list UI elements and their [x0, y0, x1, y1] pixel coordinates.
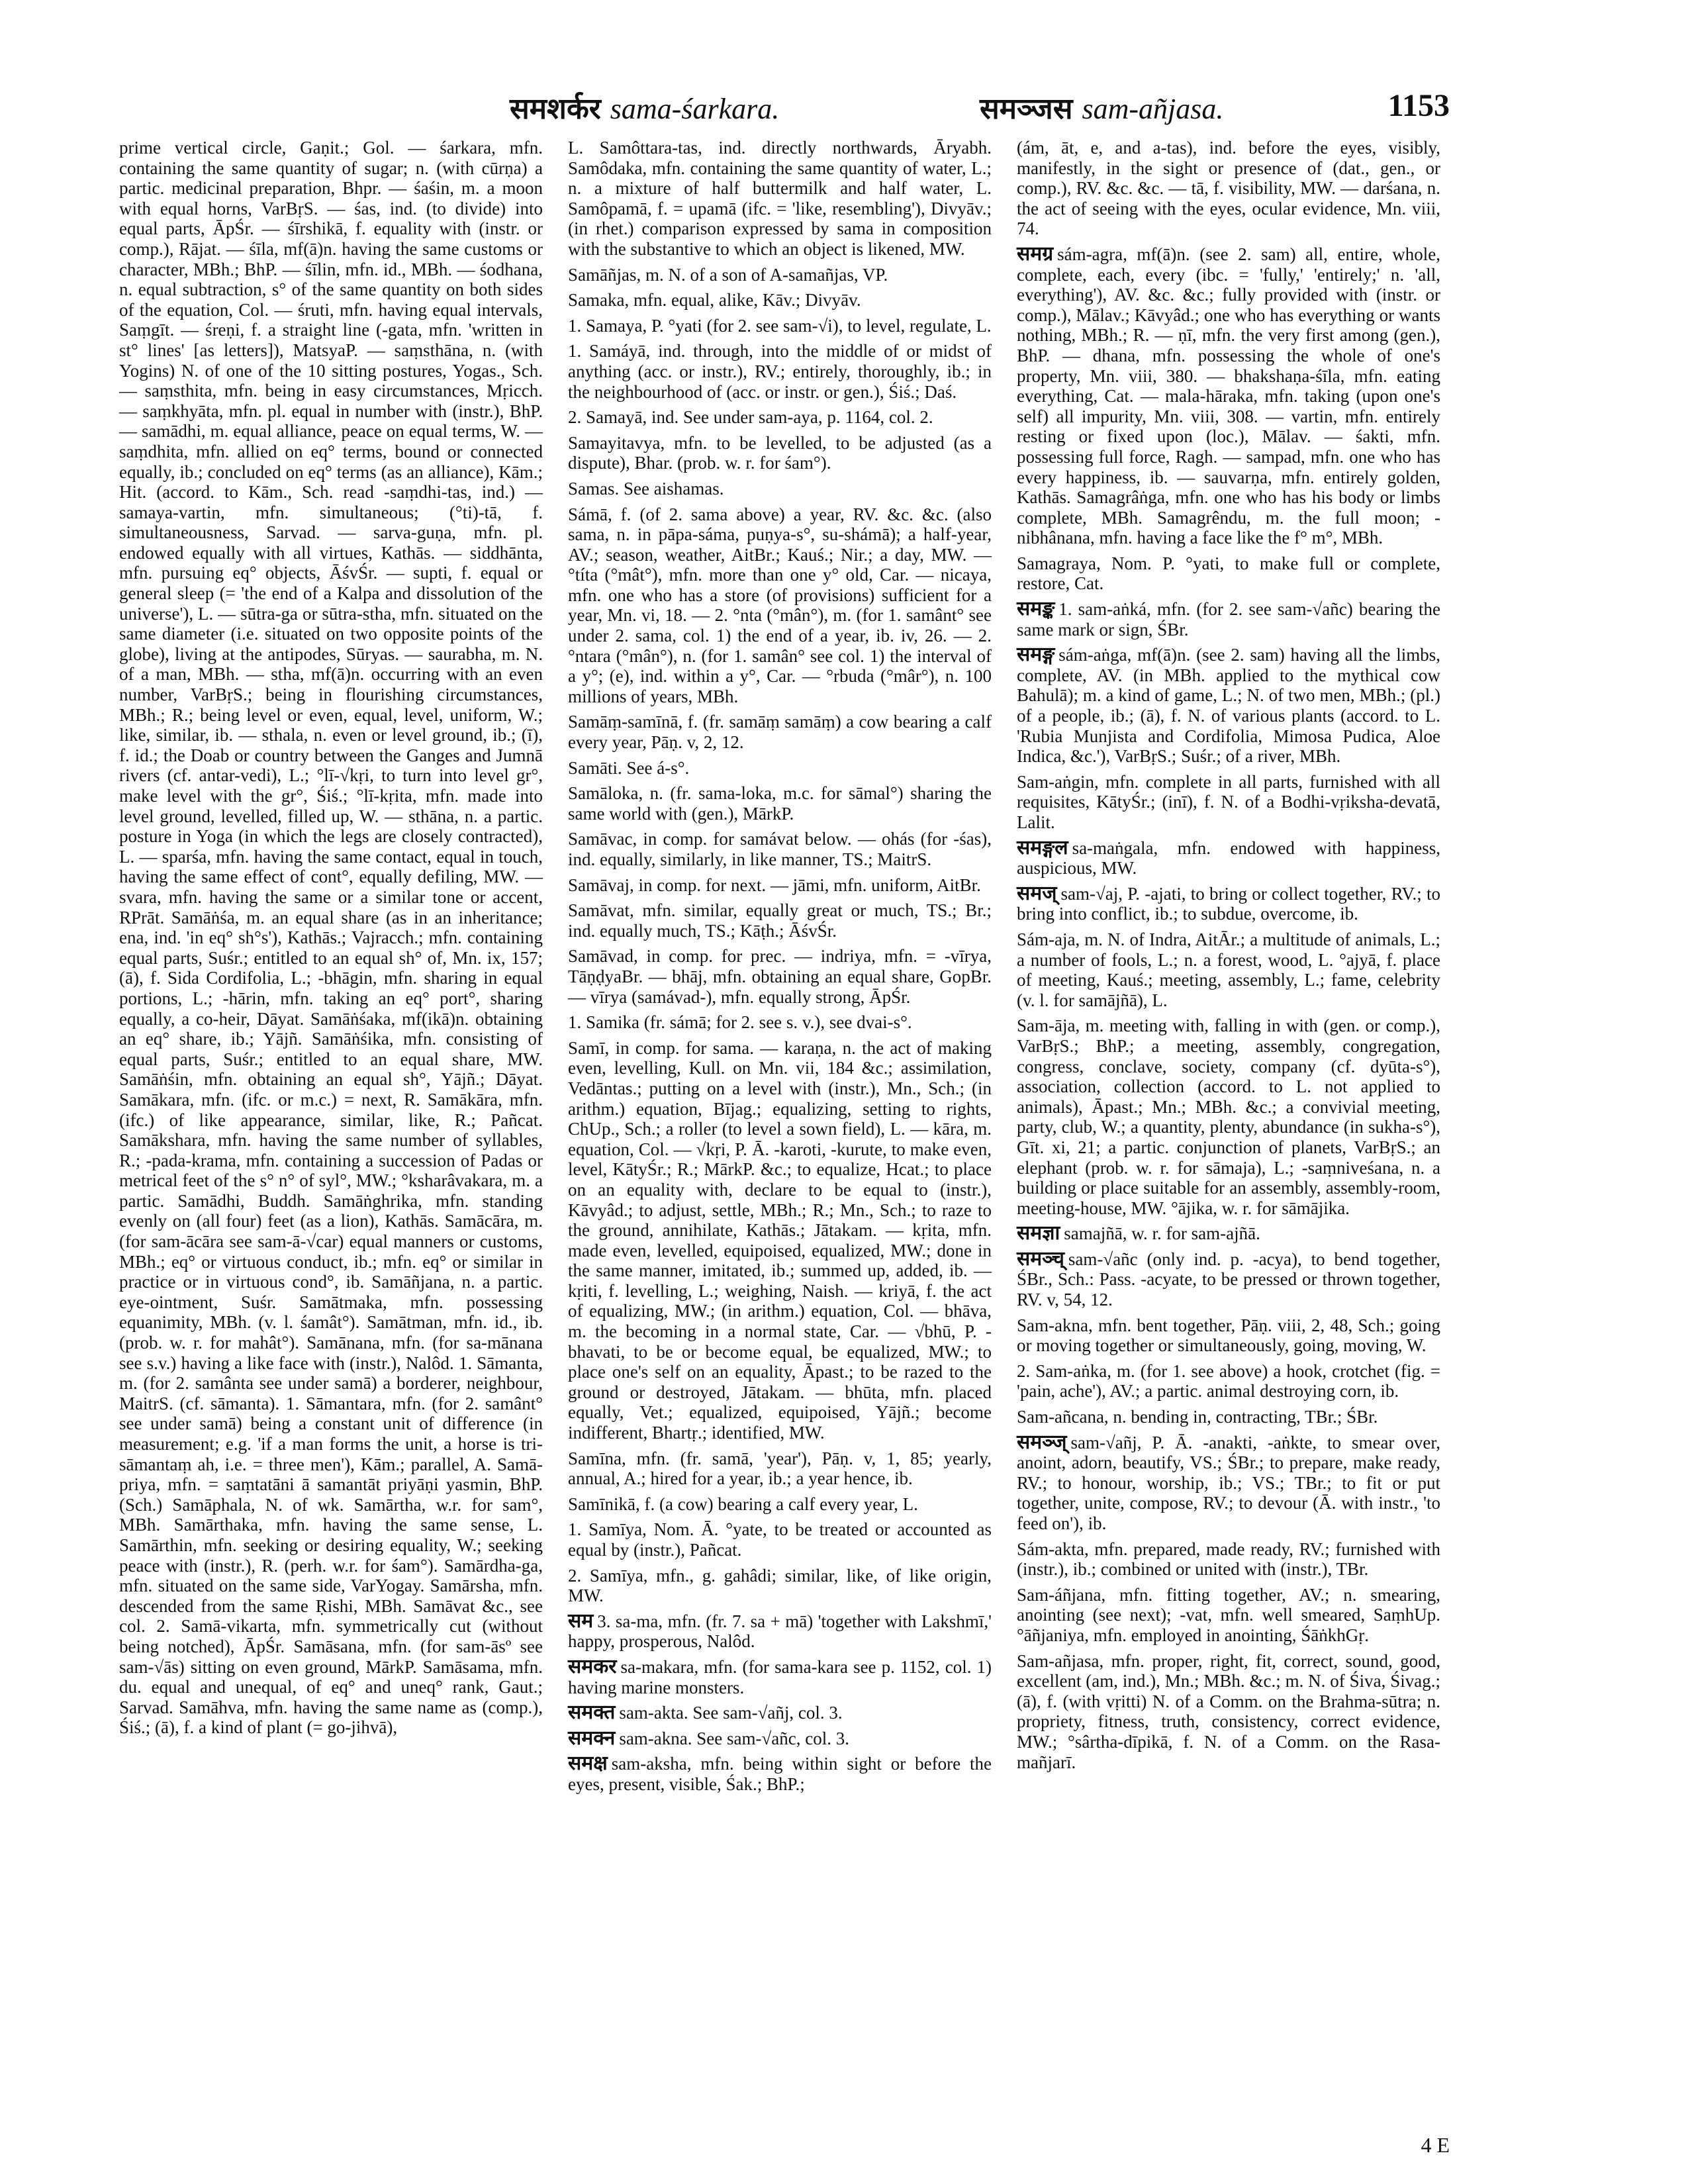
entry-devanagari-headword: समक्त: [568, 1701, 616, 1725]
dictionary-entry: [568, 290, 992, 310]
dictionary-entry: [568, 1038, 992, 1443]
entry-devanagari-headword: समक्ष: [568, 1752, 608, 1776]
dictionary-entry: [1017, 138, 1440, 239]
entry-devanagari-headword: समकर: [568, 1654, 617, 1678]
entry-text: Samāvac, in comp. for samávat below. — ohás (for -śas), ind. equally, similarly, in like manner, TS.; MaitrS.: [568, 829, 992, 869]
dictionary-entry: [1017, 1539, 1440, 1580]
dictionary-entry: [568, 479, 992, 499]
entry-text: Samīnikā, f. (a cow) bearing a calf every year, L.: [568, 1494, 918, 1514]
entry-text: 1. Samáyā, ind. through, into the middle of or midst of anything (acc. or instr.), RV.; entirely, thoroughly, ib.; in the neighbourhood of (acc. or instr. or gen.), Śiś.; Daś.: [568, 341, 992, 402]
entry-text: Sam-akna, mfn. bent together, Pāṇ. viii, 2, 48, Sch.; going or moving together or simultaneously, going, moving, W.: [1017, 1315, 1440, 1356]
dictionary-entry: [568, 946, 992, 1007]
dictionary-entry: [568, 712, 992, 752]
entry-devanagari-headword: समज्: [1017, 881, 1057, 905]
dictionary-entry: [568, 1654, 992, 1697]
dictionary-entry: [1017, 244, 1440, 548]
entry-devanagari-headword: सम: [568, 1609, 594, 1633]
entry-text: samajñā, w. r. for sam-ajñā.: [1064, 1223, 1260, 1244]
entry-text: prime vertical circle, Gaṇit.; Gol. — śarkara, mfn. containing the same quantity of sugar; n. (with cūrṇa) a partic. medicinal preparation, Bhpr. — śaśin, m. a moon with equal horns, VarBṛS. — śas, ind. (to divide) into equal parts, ĀpŚr. — śīrshikā, f. equality with (instr. or comp.), Rājat. — śīla, mf(ā)n. having the same customs or character, MBh.; BhP. — śīlin, mfn. id., MBh. — śodhana, n. equal subtraction, s° of the same quantity on both sides of the equation, Col. — śruti, mfn. having equal intervals, Saṃgīt. — śreṇi, f. a straight line (-gata, mfn. 'written in st° lines' [as letters]), MatsyaP. — saṃsthāna, n. (with Yogins) N. of one of the 10 sitting postures, Yogas., Sch. — saṃsthita, mfn. being in easy circumstances, Mṛicch. — saṃkhyāta, mfn. pl. equal in number with (instr.), BhP. — samādhi, m. equal alliance, peace on equal terms, W. — saṃdhita, mfn. allied on eq° terms, bound or connected equally, ib.; concluded on eq° terms (as an alliance), Kām.; Hit. (accord. to Kām., Sch. read -saṃdhi-tas, ind.) — samaya-vartin, mfn. simultaneous; (°ti)-tā, f. simultaneousness, Sarvad. — sarva-guṇa, mfn. pl. endowed equally with all virtues, Kathās. — siddhānta, mfn. pursuing eq° objects, ĀśvŚr. — supti, f. equal or general sleep (= 'the end of a Kalpa and dissolution of the universe'), L. — sūtra-ga or sūtra-stha, mfn. situated on the same diameter (i.e. situated on two opposite points of the globe), living at the antipodes, Sūryas. — saurabha, m. N. of a man, MBh. — stha, mf(ā)n. occurring with an even number, VarBṛS.; being in flourishing circumstances, MBh.; R.; being level or even, equal, level, uniform, W.; like, similar, ib. — sthala, n. even or level ground, ib.; (ī), f. id.; the Doab or country between the Ganges and Jumnā rivers (cf. antar-vedi), L.; °lī-√kṛi, to turn into level gr°, make level with the gr°, Śiś.; °lī-kṛita, mfn. made into level ground, levelled, filled up, W. — sthāna, n. a partic. posture in Yoga (in which the legs are closely contracted), L. — sparśa, mfn. having the same contact, equal in touch, having the same effect of cont°, equally defiling, MW. — svara, mfn. having the same or a similar tone or accent, RPrāt. Samāṅśa, m. an equal share (as in an inheritance; ena, ind. 'in eq° sh°s'), Kathās.; Vajracch.; mfn. containing equal parts, Suśr.; entitled to an equal sh° of, Mn. ix, 157; (ā), f. Sida Cordifolia, L.; -bhāgin, mfn. sharing in equal portions, L.; -hārin, mfn. taking an eq° port°, sharing equally, a co-heir, Dāyat. Samāṅśaka, mf(ikā)n. obtaining an eq° share, ib.; Yājñ. Samāṅśika, mfn. consisting of equal parts, Suśr.; entitled to an equal share, MW. Samāṅśin, mfn. obtaining an equal sh°, Yājñ.; Dāyat. Samākara, mfn. (ifc. or m.c.) = next, R. Samākāra, mfn. (ifc.) of like appearance, similar, like, R.; Pañcat. Samākshara, mfn. having the same number of syllables, R.; -pada-krama, mfn. containing a succession of Padas or metrical feet of the s° n° of syl°, MW.; °ksharâvakara, m. a partic. Samādhi, Buddh. Samāṅghrika, mfn. standing evenly on (all four) feet (as a lion), Kathās. Samācāra, m. (for sam-ācāra see sam-ā-√car) equal manners or customs, MBh.; eq° or virtuous conduct, ib.; mfn. eq° or similar in practice or in virtuous cond°, ib. Samāñjana, n. a partic. eye-ointment, Suśr. Samātmaka, mfn. possessing equanimity, MBh. (v. l. śamât°). Samātman, mfn. id., ib. (prob. w. r. for mahât°). Samānana, mfn. (for sa-mānana see s.v.) having a like face with (instr.), Nalôd. 1. Sāmanta, m. (for 2. samânta see under samā) a borderer, neighbour, MaitrS. (cf. sāmanta). 1. Sāmantara, mfn. (for 2. samânt° see under samā) being a constant unit of difference (in measurement; e.g. 'if a man forms the unit, a horse is tri-sāmantaṃ ah, i.e. = three men'), Kām.; parallel, A. Samā-priya, mfn. = saṃtatāni ā samantāt priyāṇi yasmin, BhP. (Sch.) Samāphala, N. of wk. Samārtha, w.r. for sam°, MBh. Samārthaka, mfn. having the same sense, L. Samārthin, mfn. seeking or desiring equality, W.; seeking peace with (instr.), R. (perh. w.r. for śam°). Samārdha-ga, mfn. situated on the same side, VarYogay. Samārsha, mfn. descended from the same Ṛishi, MBh. Samāvat &c., see col. 2. Samā-vikarta, mfn. symmetrically cut (without being notched), ĀpŚr. Samāsana, mfn. (for sam-āsº see sam-√ās) sitting on even ground, MārkP. Samāsama, mfn. du. equal and unequal, of eq° and uneq° rank, Gaut.; Sarvad. Samāhva, mfn. having the same name as (comp.), Śiś.; (ā), f. a kind of plant (= go-jihvā),: [119, 138, 543, 1738]
entry-text: sam-√aj, P. -ajati, to bring or collect together, RV.; to bring into conflict, ib.; to subdue, overcome, ib.: [1017, 883, 1440, 924]
dictionary-entry: [568, 875, 992, 896]
entry-text: sam-√añj, P. Ā. -anakti, -aṅkte, to smear over, anoint, adorn, beautify, VS.; ŚBr.; to prepare, make ready, RV.; to honour, worship, ib.; VS.; TBr.; to fit or put together, unite, compose, RV.; to devour (Ā. with instr., 'to feed on'), ib.: [1017, 1432, 1440, 1533]
entry-text: Sam-añjasa, mfn. proper, right, fit, correct, sound, good, excellent (am, ind.), Mn.; MBh. &c.; m. N. of Śiva, Śivag.; (ā), f. (with vṛitti) N. of a Comm. on the Brahma-sūtra; n. propriety, fitness, truth, consistency, correct evidence, MW.; °sârtha-dīpikā, f. N. of a Comm. on the Rasa-mañjarī.: [1017, 1650, 1440, 1772]
entry-text: 1. Samaya, P. °yati (for 2. see sam-√i), to level, regulate, L.: [568, 315, 992, 336]
entry-text: 2. Samīya, mfn., g. gahâdi; similar, like, of like origin, MW.: [568, 1565, 992, 1606]
entry-devanagari-headword: समञ्ज्: [1017, 1430, 1067, 1454]
entry-text: sam-akna. See sam-√añc, col. 3.: [619, 1728, 850, 1748]
entry-text: sám-agra, mf(ā)n. (see 2. sam) all, entire, whole, complete, each, every (ibc. = 'fully,' 'entirely;' n. 'all, everything'), AV. &c. &c.; fully provided with (instr. or comp.), Mālav.; Kāvyâd.; one who has everything or wants nothing, MBh.; R. — ṇī, mfn. the very first among (gen.), BhP. — dhana, mfn. possessing the whole of one's property, Mn. viii, 380. — bhakshaṇa-śīla, mfn. eating everything, Cat. — mala-hāraka, mfn. taking (upon one's self) all impurity, Mn. viii, 308. — vartin, mfn. entirely resting or fixed upon (loc.), Mālav. — śakti, mfn. possessing full force, Ragh. — sampad, mfn. one who has every happiness, ib. — sauvarṇa, mfn. entirely golden, Kathās. Samagrâṅga, mfn. one who has his body or limbs complete, MBh. Samagrêndu, m. the full moon; -nibhânana, mfn. having a face like the f° m°, MBh.: [1017, 244, 1440, 548]
entry-text: 2. Samayā, ind. See under sam-aya, p. 1164, col. 2.: [568, 407, 933, 428]
dictionary-entry: [568, 1448, 992, 1489]
dictionary-entry: [1017, 835, 1440, 878]
dictionary-entry: [568, 265, 992, 285]
entry-text: sam-aksha, mfn. being within sight or before the eyes, present, visible, Śak.; BhP.;: [568, 1754, 992, 1794]
entry-devanagari-headword: समङ्क: [1017, 597, 1055, 621]
entry-text: 3. sa-ma, mfn. (fr. 7. sa + mā) 'together with Lakshmī,' happy, prosperous, Nalôd.: [568, 1611, 992, 1652]
dictionary-entry: [1017, 772, 1440, 833]
dictionary-entry: [568, 783, 992, 824]
entry-text: Sam-áñjana, mfn. fitting together, AV.; n. smearing, anointing (see next); -vat, mfn. well smeared, SaṃhUp. °āñjaniya, mfn. employed in anointing, ŚāṅkhGṛ.: [1017, 1584, 1440, 1645]
dictionary-entry: [568, 1519, 992, 1560]
page-header: [119, 87, 1450, 130]
entry-text: Samāvad, in comp. for prec. — indriya, mfn. = -vīrya, TāṇḍyaBr. — bhāj, mfn. obtaining an equal share, GopBr. — vīrya (samávad-), mfn. equally strong, ĀpŚr.: [568, 946, 992, 1007]
entry-text: Sam-añcana, n. bending in, contracting, TBr.; ŚBr.: [1017, 1407, 1378, 1427]
dictionary-entry: [568, 1494, 992, 1515]
entry-text: Sám-akta, mfn. prepared, made ready, RV.; furnished with (instr.), ib.; combined or united with (instr.), TBr.: [1017, 1539, 1440, 1580]
header-center-transliteration: sam-añjasa.: [1082, 93, 1224, 125]
dictionary-entry: [568, 433, 992, 473]
dictionary-entry: [568, 758, 992, 779]
entry-text: Samāti. See á-s°.: [568, 757, 690, 778]
entry-text: Samīna, mfn. (fr. samā, 'year'), Pāṇ. v, 1, 85; yearly, annual, A.; hired for a year, ib.; a year hence, ib.: [568, 1448, 992, 1489]
dictionary-entry: [1017, 1585, 1440, 1646]
page-number: 1153: [1387, 88, 1450, 123]
dictionary-entry: [1017, 1249, 1440, 1310]
dictionary-entry: [568, 1566, 992, 1606]
dictionary-entry: [568, 138, 992, 260]
entry-text: Sam-aṅgin, mfn. complete in all parts, furnished with all requisites, KātyŚr.; (inī), f. N. of a Bodhi-vṛiksha-devatā, Lalit.: [1017, 771, 1440, 832]
entry-text: sa-maṅgala, mfn. endowed with happiness, auspicious, MW.: [1017, 837, 1440, 878]
signature-mark: 4 E: [1421, 2133, 1450, 2157]
dictionary-entry: [1017, 1430, 1440, 1534]
column-1: [119, 138, 543, 1743]
entry-text: Samāvaj, in comp. for next. — jāmi, mfn. uniform, AitBr.: [568, 875, 981, 895]
dictionary-entry: [568, 1703, 992, 1723]
entry-devanagari-headword: समङ्गल: [1017, 835, 1068, 859]
entry-text: Samaka, mfn. equal, alike, Kāv.; Divyāv.: [568, 290, 861, 310]
entry-text: Samāñjas, m. N. of a son of A-samañjas, VP.: [568, 264, 888, 285]
entry-devanagari-headword: समग्र: [1017, 242, 1054, 265]
entry-devanagari-headword: समङ्ग: [1017, 643, 1055, 667]
entry-text: Samāloka, n. (fr. sama-loka, m.c. for sāmal°) sharing the same world with (gen.), MārkP.: [568, 783, 992, 824]
header-left-devanagari: समशर्कर: [510, 92, 601, 126]
entry-text: 1. Samīya, Nom. Ā. °yate, to be treated or accounted as equal by (instr.), Pañcat.: [568, 1519, 992, 1560]
entry-text: 1. Samika (fr. sámā; for 2. see s. v.), see dvai-s°.: [568, 1012, 912, 1033]
dictionary-entry: [568, 316, 992, 336]
dictionary-entry: [568, 504, 992, 707]
entry-devanagari-headword: समक्न: [568, 1726, 616, 1750]
dictionary-entry: [568, 407, 992, 428]
entry-text: Samāvat, mfn. similar, equally great or much, TS.; Br.; ind. equally much, TS.; Kāṭh.; ĀśvŚr.: [568, 900, 992, 941]
entry-devanagari-headword: समञ्च्: [1017, 1247, 1064, 1270]
dictionary-entry: [1017, 1315, 1440, 1356]
dictionary-entry: [568, 829, 992, 869]
dictionary-entry: [1017, 929, 1440, 1010]
entry-text: 2. Sam-aṅka, m. (for 1. see above) a hook, crotchet (fig. = 'pain, ache'), AV.; a partic. animal destroying corn, ib.: [1017, 1360, 1440, 1401]
dictionary-entry: [1017, 645, 1440, 767]
column-2: [568, 138, 992, 1800]
header-left: [510, 87, 779, 127]
dictionary-entry: [1017, 1651, 1440, 1773]
entry-text: sa-makara, mfn. (for sama-kara see p. 1152, col. 1) having marine monsters.: [568, 1656, 992, 1697]
entry-text: Samī, in comp. for sama. — karaṇa, n. the act of making even, levelling, Kull. on Mn. vii, 184 &c.; assimilation, Vedāntas.; putting on a level with (instr.), Mn., Sch.; (in arithm.) equation, Bījag.; equalizing, setting to rights, ChUp., Sch.; a roller (to level a sown field), L. — kāra, m. equation, Col. — √kṛi, P. Ā. -karoti, -kurute, to make even, level, KātyŚr.; R.; MārkP. &c.; to equalize, Hcat.; to place on an equality with, declare to be equal to (instr.), Kāvyâd.; to adjust, settle, MBh.; R.; Mn., Sch.; to raze to the ground, annihilate, Kathās.; Jātakam. — kṛita, mfn. made even, levelled, equipoised, equalized, MW.; done in the same manner, imitated, ib.; summed up, added, ib. — kṛiti, f. levelling, L.; weighing, Naish. — kriyā, f. the act of equalizing, MW.; (in arithm.) equation, Col. — bhāva, m. the becoming in a normal state, Car. — √bhū, P. -bhavati, to be or become equal, be equalized, MW.; to place one's self on an equality, Āpast.; to be razed to the ground or destroyed, Jātakam. — bhūta, mfn. placed equally, Vet.; equalized, equipoised, Yājñ.; become indifferent, Bhartṛ.; identified, MW.: [568, 1037, 992, 1443]
dictionary-entry: [1017, 599, 1440, 640]
dictionary-entry: [568, 1012, 992, 1033]
dictionary-entry: [1017, 881, 1440, 924]
dictionary-entry: [568, 1726, 992, 1750]
dictionary-entry: [1017, 553, 1440, 594]
dictionary-entry: [568, 900, 992, 941]
entry-text: Samāṃ-samīnā, f. (fr. samāṃ samāṃ) a cow bearing a calf every year, Pāṇ. v, 2, 12.: [568, 712, 992, 753]
dictionary-entry: [568, 1754, 992, 1794]
entry-text: sam-akta. See sam-√añj, col. 3.: [619, 1703, 843, 1723]
entry-text: 1. sam-aṅká, mfn. (for 2. see sam-√añc) bearing the same mark or sign, ŚBr.: [1017, 599, 1440, 640]
dictionary-entry: [1017, 1016, 1440, 1218]
entry-text: Sam-āja, m. meeting with, falling in with (gen. or comp.), VarBṛS.; BhP.; a meeting, assembly, congregation, congress, conclave, society, company (cf. dyūta-s°), association, collection (accord. to L. not applied to animals), Āpast.; Mn.; MBh. &c.; a convivial meeting, party, club, W.; a quantity, plenty, abundance (in sukha-s°), Gīt. xi, 21; a partic. conjunction of planets, VarBṛS.; an elephant (prob. w. r. for sāmaja), L.; -saṃniveśana, n. a building or place suitable for an assembly, assembly-room, meeting-house, MW. °ājika, w. r. for sāmājika.: [1017, 1016, 1440, 1218]
entry-text: L. Samôttara-tas, ind. directly northwards, Āryabh. Samôdaka, mfn. containing the same quantity of water, L.; n. a mixture of half buttermilk and half water, L. Samôpamā, f. = upamā (ifc. = 'like, resembling'), Divyāv.; (in rhet.) comparison expressed by sama in composition with the substantive to which an object is likened, MW.: [568, 138, 992, 259]
entry-text: Samayitavya, mfn. to be levelled, to be adjusted (as a dispute), Bhar. (prob. w. r. for śam°).: [568, 432, 992, 473]
column-3: [1017, 138, 1440, 1778]
entry-devanagari-headword: समज्ञा: [1017, 1221, 1060, 1245]
entry-text: (ám, āt, e, and a-tas), ind. before the eyes, visibly, manifestly, in the sight or presence of (dat., gen., or comp.), RV. &c. &c. — tā, f. visibility, MW. — darśana, n. the act of seeing with the eyes, ocular evidence, Mn. viii, 74.: [1017, 138, 1440, 239]
dictionary-entry: [1017, 1361, 1440, 1401]
entry-text: Samas. See aishamas.: [568, 478, 724, 499]
entry-text: Sám-aja, m. N. of Indra, AitĀr.; a multitude of animals, L.; a number of fools, L.; n. a forest, wood, L. °ajyā, f. place of meeting, Kauś.; meeting, assembly, L.; fame, celebrity (v. l. for samājñā), L.: [1017, 929, 1440, 1010]
entry-text: Sámā, f. (of 2. sama above) a year, RV. &c. &c. (also sama, n. in pāpa-sáma, puṇya-s°, su-shámā); a half-year, AV.; season, weather, AitBr.; Kauś.; Nir.; a day, MW. — °títa (°mât°), mfn. more than one y° old, Car. — nicaya, mfn. one who has a store (of provisions) sufficient for a year, Mn. vi, 18. — 2. °nta (°mân°), m. (for 1. samânt° see under 2. sama, col. 1) the end of a year, ib. iv, 26. — 2. °ntara (°mân°), n. (for 1. samân° see col. 1) the interval of a y°; (e), ind. within a y°, Car. — °rbuda (°mâr°), n. 100 millions of years, MBh.: [568, 504, 992, 706]
entry-text: sam-√añc (only ind. p. -acya), to bend together, ŚBr., Sch.: Pass. -acyate, to be pressed or thrown together, RV. v, 54, 12.: [1017, 1249, 1440, 1310]
header-center-devanagari: समञ्जस: [980, 92, 1073, 126]
dictionary-entry: [568, 1611, 992, 1652]
header-center: [980, 87, 1223, 127]
dictionary-entry: [1017, 1407, 1440, 1427]
dictionary-entry: [1017, 1223, 1440, 1244]
dictionary-entry: [568, 341, 992, 402]
header-left-transliteration: sama-śarkara.: [610, 93, 780, 125]
entry-text: Samagraya, Nom. P. °yati, to make full or complete, restore, Cat.: [1017, 553, 1440, 594]
entry-text: sám-aṅga, mf(ā)n. (see 2. sam) having all the limbs, complete, AV. (in MBh. applied to the mythical cow Bahulā); m. a kind of game, L.; N. of two men, MBh.; (pl.) of a people, ib.; (ā), f. N. of various plants (accord. to L. 'Rubia Munjista and Cordifolia, Mimosa Pudica, Aloe Indica, &c.'), VarBṛS.; Suśr.; of a river, MBh.: [1017, 645, 1440, 767]
dictionary-entry: [119, 138, 543, 1738]
